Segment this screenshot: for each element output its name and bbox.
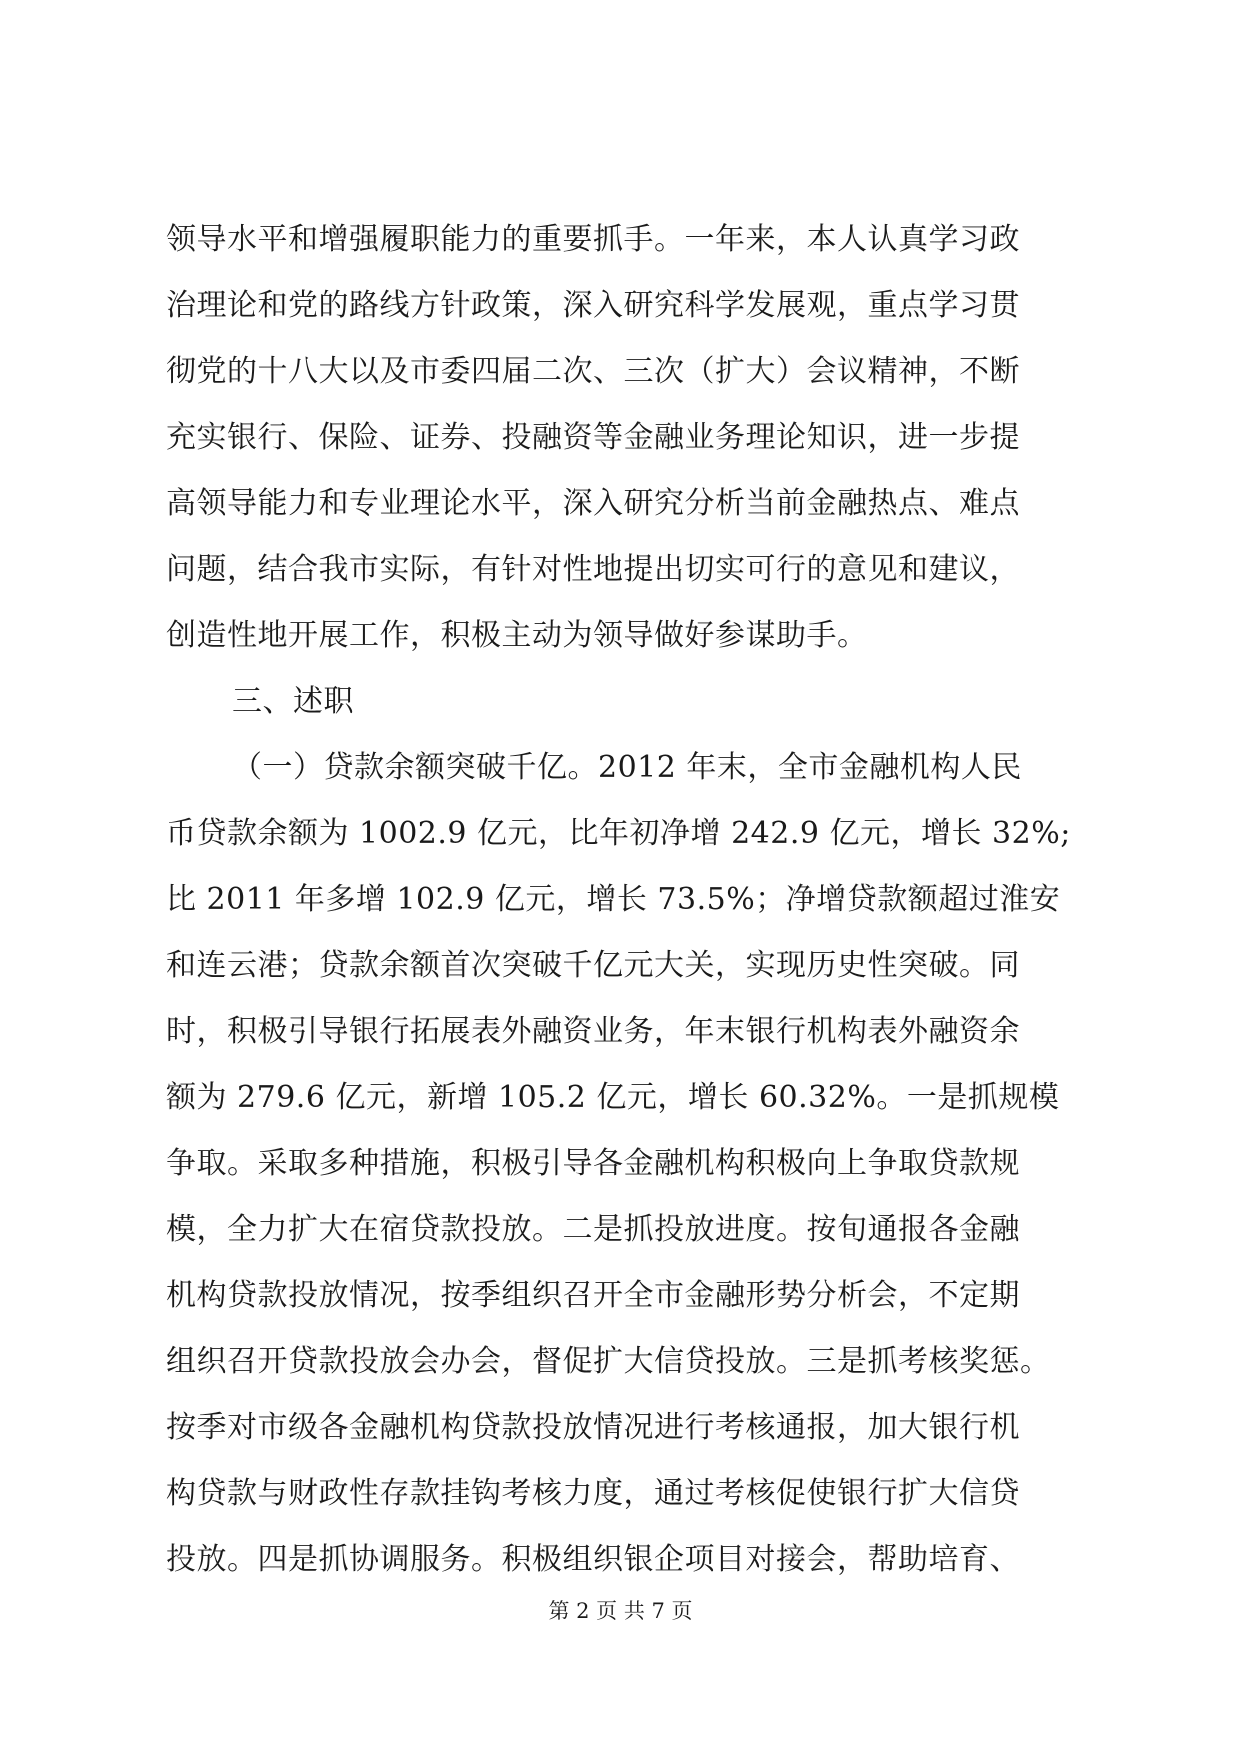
body-text <box>166 207 1091 1593</box>
text-line: 投放。四是抓协调服务。积极组织银企项目对接会，帮助培育、 <box>166 1542 1020 1577</box>
text-line: 创造性地开展工作，积极主动为领导做好参谋助手。 <box>166 618 868 653</box>
text-line: 时，积极引导银行拓展表外融资业务，年末银行机构表外融资余 <box>166 1014 1020 1049</box>
text-line: 按季对市级各金融机构贷款投放情况进行考核通报，加大银行机 <box>166 1410 1020 1445</box>
text-line: 充实银行、保险、证券、投融资等金融业务理论知识，进一步提 <box>166 420 1020 455</box>
text-line: 额为 279.6 亿元，新增 105.2 亿元，增长 60.32%。一是抓规模 <box>166 1080 1060 1115</box>
text-line: 治理论和党的路线方针政策，深入研究科学发展观，重点学习贯 <box>166 288 1020 323</box>
text-line: 模，全力扩大在宿贷款投放。二是抓投放进度。按旬通报各金融 <box>166 1212 1020 1247</box>
section-heading: 三、述职 <box>232 684 354 719</box>
text-line: 彻党的十八大以及市委四届二次、三次（扩大）会议精神，不断 <box>166 354 1020 389</box>
text-line: 构贷款与财政性存款挂钩考核力度，通过考核促使银行扩大信贷 <box>166 1476 1020 1511</box>
text-line: 和连云港；贷款余额首次突破千亿元大关，实现历史性突破。同 <box>166 948 1020 983</box>
text-line: 争取。采取多种措施，积极引导各金融机构积极向上争取贷款规 <box>166 1146 1020 1181</box>
page-footer: 第 2 页 共 7 页 <box>548 1599 693 1623</box>
text-line: （一）贷款余额突破千亿。2012 年末，全市金融机构人民 <box>232 750 1022 785</box>
text-line: 领导水平和增强履职能力的重要抓手。一年来，本人认真学习政 <box>166 222 1020 257</box>
text-line: 机构贷款投放情况，按季组织召开全市金融形势分析会，不定期 <box>166 1278 1020 1313</box>
text-line: 高领导能力和专业理论水平，深入研究分析当前金融热点、难点 <box>166 486 1020 521</box>
text-line: 组织召开贷款投放会办会，督促扩大信贷投放。三是抓考核奖惩。 <box>166 1344 1051 1379</box>
text-line: 比 2011 年多增 102.9 亿元，增长 73.5%；净增贷款额超过淮安 <box>166 882 1061 917</box>
text-line: 问题，结合我市实际，有针对性地提出切实可行的意见和建议， <box>166 552 1020 587</box>
text-line: 币贷款余额为 1002.9 亿元，比年初净增 242.9 亿元，增长 32%; <box>166 816 1071 851</box>
